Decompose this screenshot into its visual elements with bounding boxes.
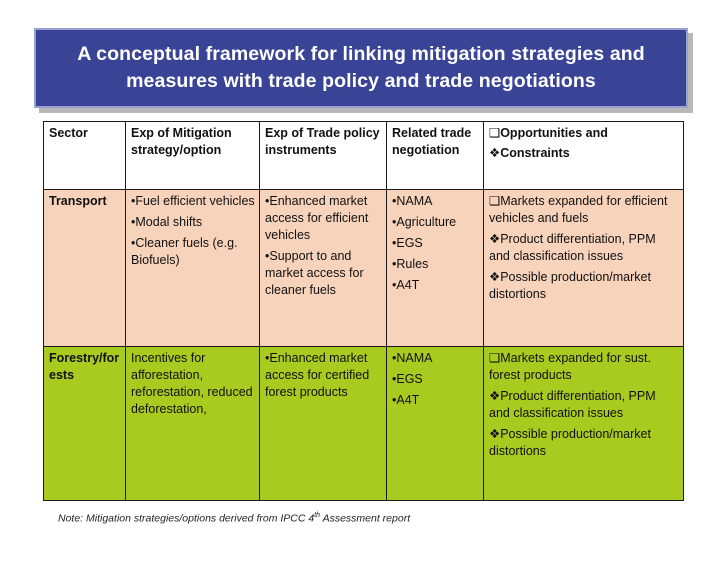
list-item: •Enhanced market access for efficient vehicles (265, 194, 369, 242)
list-item: •A4T (392, 278, 420, 292)
title-line-1: A conceptual framework for linking mitigation strategies and (77, 43, 645, 65)
mitigation-cell (126, 190, 260, 347)
header-sector: Sector (44, 122, 126, 190)
header-constraints-label: ❖Constraints (489, 146, 570, 160)
footnote: Note: Mitigation strategies/options derived from IPCC 4th Assessment report (58, 512, 411, 525)
list-item: ❖Product differentiation, PPM and classification issues (489, 389, 656, 420)
opportunities-cell (484, 347, 684, 501)
title-line-2: measures with trade policy and trade negotiations (126, 70, 596, 92)
header-trade-policy: Exp of Trade policy instruments (260, 122, 387, 190)
header-opportunities (484, 122, 684, 190)
list-item: •Enhanced market access for certified forest products (265, 351, 370, 399)
list-item: ❑Markets expanded for efficient vehicles and fuels (489, 194, 668, 225)
header-negotiation: Related trade negotiation (387, 122, 484, 190)
sector-cell: Forestry/forests (44, 347, 126, 501)
list-item: Incentives for afforestation, reforestation, reduced deforestation, (131, 351, 253, 416)
table-row-transport (44, 190, 684, 347)
list-item: •Agriculture (392, 215, 457, 229)
negotiation-cell (387, 190, 484, 347)
list-item: ❖Possible production/market distortions (489, 427, 651, 458)
list-item: ❖Product differentiation, PPM and classification issues (489, 232, 656, 263)
list-item: •Fuel efficient vehicles (131, 194, 255, 208)
list-item: ❖Possible production/market distortions (489, 270, 651, 301)
negotiation-cell (387, 347, 484, 501)
mitigation-cell (126, 347, 260, 501)
title-banner (34, 28, 688, 108)
list-item: •EGS (392, 236, 423, 250)
list-item: •Modal shifts (131, 215, 203, 229)
list-item: •EGS (392, 372, 423, 386)
list-item: ❑Markets expanded for sust. forest products (489, 351, 651, 382)
framework-table (43, 121, 684, 501)
opportunities-cell (484, 190, 684, 347)
header-opportunities-label: ❑Opportunities and (489, 126, 608, 140)
list-item: •Rules (392, 257, 429, 271)
trade-policy-cell (260, 347, 387, 501)
sector-cell: Transport (44, 190, 126, 347)
list-item: •Cleaner fuels (e.g. Biofuels) (131, 236, 238, 267)
list-item: •Support to and market access for cleaner fuels (265, 249, 364, 297)
list-item: •NAMA (392, 351, 433, 365)
header-mitigation: Exp of Mitigation strategy/option (126, 122, 260, 190)
table-header-row (44, 122, 684, 190)
table-row-forestry (44, 347, 684, 501)
list-item: •NAMA (392, 194, 433, 208)
trade-policy-cell (260, 190, 387, 347)
list-item: •A4T (392, 393, 420, 407)
